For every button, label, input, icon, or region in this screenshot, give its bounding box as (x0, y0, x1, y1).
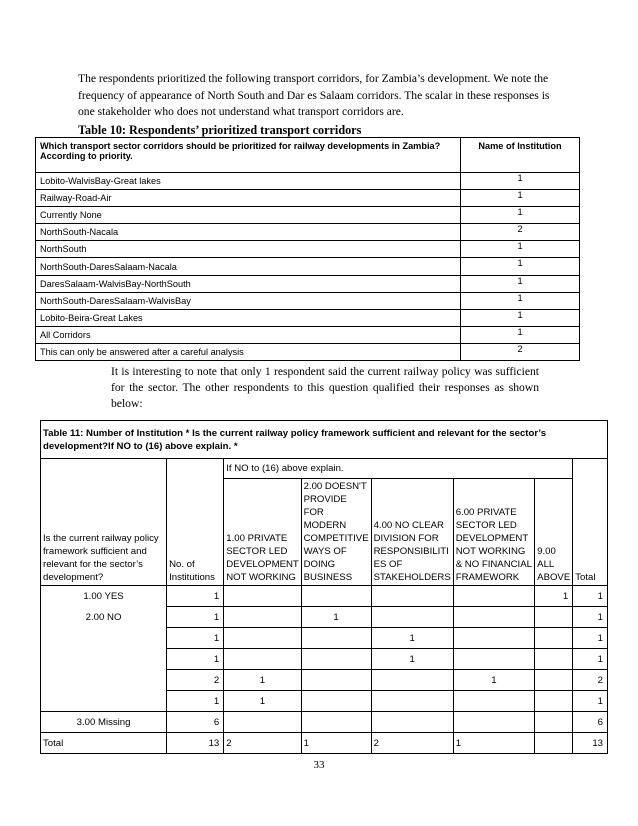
table-row (41, 712, 608, 733)
corridor-label: This can only be answered after a careful analysis (36, 343, 461, 360)
total-all-above (535, 733, 573, 754)
corridor-count: 2 (461, 343, 580, 360)
cell-all-above (535, 649, 573, 670)
table-row (36, 326, 580, 343)
cell-financial-framework (453, 712, 534, 733)
corridor-count: 1 (461, 207, 580, 224)
cell-total: 1 (573, 628, 608, 649)
table-row (41, 649, 608, 670)
table-row (36, 224, 580, 241)
corridor-count: 1 (461, 292, 580, 309)
cell-total: 1 (573, 691, 608, 712)
total-modern-business: 1 (301, 733, 371, 754)
table11 (40, 420, 608, 754)
total-label: Total (41, 733, 167, 754)
table11-group-header: If NO to (16) above explain. (224, 459, 573, 479)
total-private-sector: 2 (224, 733, 301, 754)
response-label (41, 628, 167, 649)
cell-all-above (535, 712, 573, 733)
corridor-label: Lobito-Beira-Great Lakes (36, 309, 461, 326)
corridor-count: 1 (461, 173, 580, 190)
table10-header-question: Which transport sector corridors should be prioritized for railway developments in Zambia? According to priority. (36, 138, 461, 173)
table11-caption-row (41, 421, 608, 459)
cell-responsibilities (371, 712, 453, 733)
cell-total: 1 (573, 607, 608, 628)
cell-private-sector (224, 628, 301, 649)
table11-col-responsibilities: 4.00 NO CLEAR DIVISION FOR RESPONSIBILITI ES OF STAKEHOLDERS (371, 479, 453, 586)
response-label: 3.00 Missing (41, 712, 167, 733)
cell-institutions: 1 (167, 691, 224, 712)
cell-modern-business (301, 586, 371, 607)
cell-all-above (535, 691, 573, 712)
response-label (41, 670, 167, 691)
table-row (41, 628, 608, 649)
corridor-count: 1 (461, 258, 580, 275)
cell-financial-framework (453, 691, 534, 712)
total-total: 13 (573, 733, 608, 754)
corridor-count: 1 (461, 326, 580, 343)
table-row (36, 309, 580, 326)
table11-col-modern-business: 2.00 DOESN'T PROVIDE FOR MODERN COMPETITIVE WAYS OF DOING BUSINESS (301, 479, 371, 586)
cell-modern-business (301, 712, 371, 733)
cell-financial-framework (453, 649, 534, 670)
cell-all-above: 1 (535, 586, 573, 607)
page-number: 33 (313, 759, 325, 771)
cell-private-sector: 1 (224, 670, 301, 691)
corridor-label: NorthSouth (36, 241, 461, 258)
table-row (41, 670, 608, 691)
cell-responsibilities: 1 (371, 628, 453, 649)
table10-header-row (36, 138, 580, 173)
table-row (36, 173, 580, 190)
cell-modern-business (301, 628, 371, 649)
cell-private-sector (224, 586, 301, 607)
table11-col-financial-framework: 6.00 PRIVATE SECTOR LED DEVELOPMENT NOT WORKING & NO FINANCIAL FRAMEWORK (453, 479, 534, 586)
table-row (36, 275, 580, 292)
table-row (36, 292, 580, 309)
cell-all-above (535, 670, 573, 691)
table-row (36, 207, 580, 224)
cell-modern-business: 1 (301, 607, 371, 628)
cell-responsibilities (371, 586, 453, 607)
table10-header-count: Name of Institution (461, 138, 580, 173)
table10-caption: Table 10: Respondents’ prioritized transport corridors (78, 123, 362, 137)
cell-institutions: 1 (167, 628, 224, 649)
cell-all-above (535, 607, 573, 628)
table11-row-header: Is the current railway policy framework sufficient and relevant for the sector’s development? (41, 479, 167, 586)
total-financial-framework: 1 (453, 733, 534, 754)
cell-institutions: 1 (167, 586, 224, 607)
corridor-label: NorthSouth-Nacala (36, 224, 461, 241)
table-row (36, 241, 580, 258)
cell-total: 6 (573, 712, 608, 733)
cell-responsibilities (371, 607, 453, 628)
corridor-label: Currently None (36, 207, 461, 224)
table-total-row (41, 733, 608, 754)
corridor-label: Railway-Road-Air (36, 190, 461, 207)
cell-responsibilities: 1 (371, 649, 453, 670)
table-row (41, 607, 608, 628)
cell-private-sector (224, 712, 301, 733)
response-label (41, 649, 167, 670)
table-row (36, 343, 580, 360)
cell-responsibilities (371, 691, 453, 712)
response-label: 1.00 YES (41, 586, 167, 607)
table-row (36, 190, 580, 207)
cell-financial-framework (453, 628, 534, 649)
corridor-label: NorthSouth-DaresSalaam-Nacala (36, 258, 461, 275)
cell-private-sector (224, 607, 301, 628)
cell-total: 2 (573, 670, 608, 691)
cell-modern-business (301, 649, 371, 670)
corridor-label: NorthSouth-DaresSalaam-WalvisBay (36, 292, 461, 309)
corridor-label: All Corridors (36, 326, 461, 343)
cell-institutions: 6 (167, 712, 224, 733)
cell-all-above (535, 628, 573, 649)
cell-financial-framework (453, 586, 534, 607)
cell-institutions: 2 (167, 670, 224, 691)
corridor-count: 1 (461, 309, 580, 326)
cell-financial-framework (453, 607, 534, 628)
cell-total: 1 (573, 649, 608, 670)
response-label: 2.00 NO (41, 607, 167, 628)
table11-group-row (41, 459, 608, 479)
table11-col-all-above: 9.00 ALL ABOVE (535, 479, 573, 586)
cell-financial-framework: 1 (453, 670, 534, 691)
table11-col-total: Total (573, 479, 608, 586)
response-label (41, 691, 167, 712)
corridor-label: DaresSalaam-WalvisBay-NorthSouth (36, 275, 461, 292)
table11-header-row (41, 479, 608, 586)
policy-paragraph: It is interesting to note that only 1 respondent said the current railway policy was sufficient for the sector. The other respondents to this question qualified their responses as shown below: (111, 365, 539, 410)
table10 (35, 137, 580, 361)
cell-total: 1 (573, 586, 608, 607)
total-institutions: 13 (167, 733, 224, 754)
cell-institutions: 1 (167, 607, 224, 628)
corridor-count: 1 (461, 241, 580, 258)
cell-private-sector: 1 (224, 691, 301, 712)
table-row (36, 258, 580, 275)
cell-private-sector (224, 649, 301, 670)
corridor-count: 1 (461, 275, 580, 292)
intro-paragraph: The respondents prioritized the following transport corridors, for Zambia’s development. We note the frequency of appearance of North South and Dar es Salaam corridors. The scalar in these responses is one stakeholder who does not understand what transport corridors are. (78, 72, 550, 118)
table-row (41, 691, 608, 712)
table11-col-institutions: No. of Institutions (167, 479, 224, 586)
corridor-count: 1 (461, 190, 580, 207)
table-row (41, 586, 608, 607)
cell-institutions: 1 (167, 649, 224, 670)
total-responsibilities: 2 (371, 733, 453, 754)
cell-modern-business (301, 670, 371, 691)
corridor-label: Lobito-WalvisBay-Great lakes (36, 173, 461, 190)
corridor-count: 2 (461, 224, 580, 241)
table11-col-private-sector: 1.00 PRIVATE SECTOR LED DEVELOPMENT NOT WORKING (224, 479, 301, 586)
table11-caption: Table 11: Number of Institution * Is the current railway policy framework sufficient and relevant for the sector’s development?If NO to (16) above explain. * (41, 421, 608, 459)
cell-modern-business (301, 691, 371, 712)
cell-responsibilities (371, 670, 453, 691)
